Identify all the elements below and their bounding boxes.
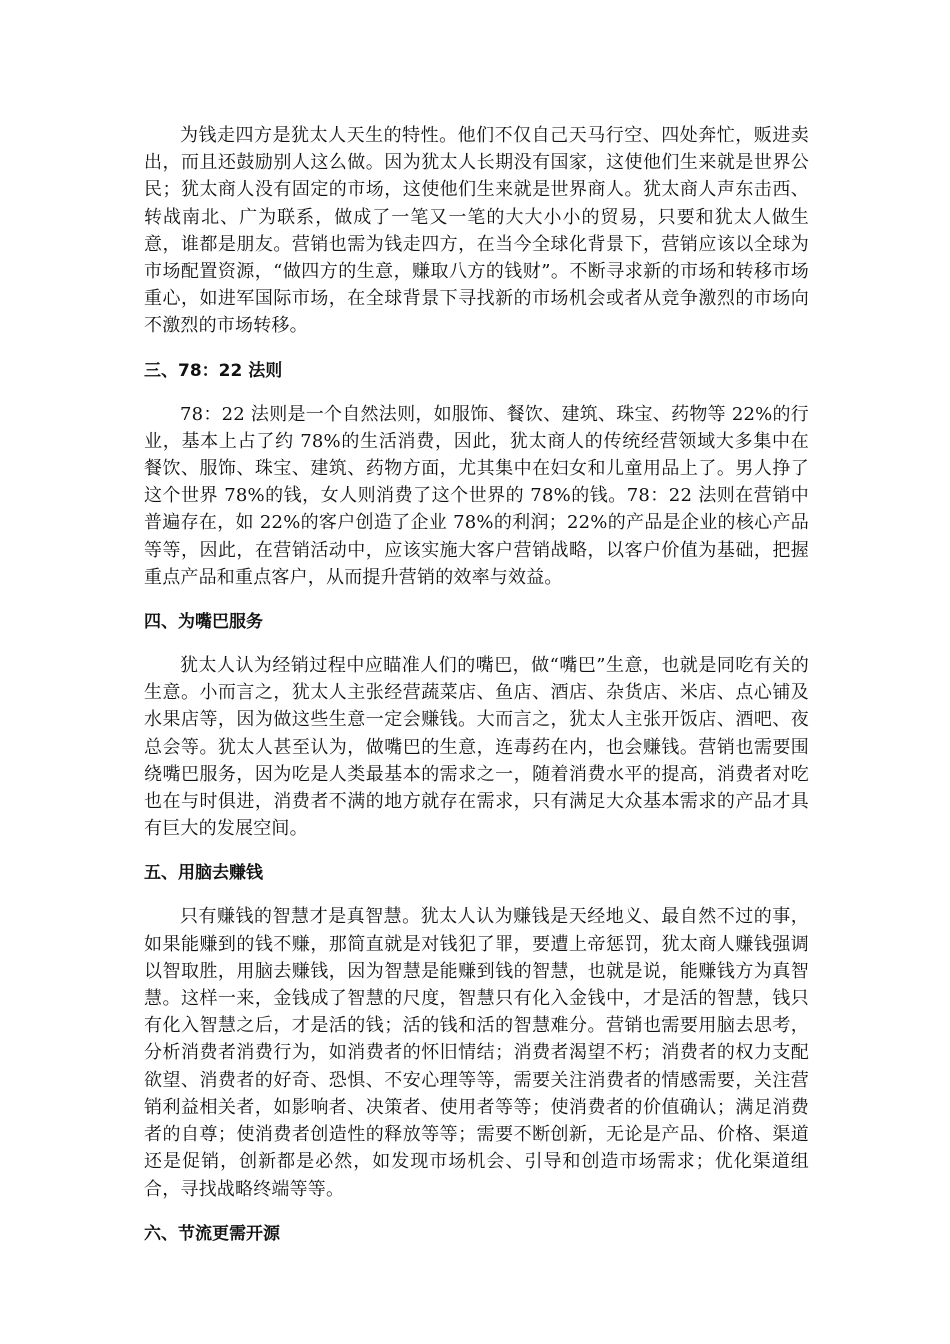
spacer [144, 635, 809, 652]
section-heading-78-22-rule: 三、78：22 法则 [144, 360, 283, 381]
spacer [144, 1203, 809, 1221]
spacer [144, 886, 809, 903]
section-heading-earn-with-brain: 五、用脑去赚钱 [144, 863, 263, 884]
paragraph-earn-with-brain: 只有赚钱的智慧才是真智慧。犹太人认为赚钱是天经地义、最自然不过的事，如果能赚到的钱不赚，那简直就是对钱犯了罪，要遭上帝惩罚，犹太商人赚钱强调以智取胜，用脑去赚钱，因为智慧是能赚到钱的智慧，也就是说，能赚钱方为真智慧。这样一来，金钱成了智慧的尺度，智慧只有化入金钱中，才是活的智慧，钱只有化入智慧之后，才是活的钱；活的钱和活的智慧难分。营销也需要用脑去思考，分析消费者消费行为，如消费者的怀旧情结；消费者渴望不朽；消费者的权力支配欲望、消费者的好奇、恐惧、不安心理等等，需要关注消费者的情感需要，关注营销利益相关者，如影响者、决策者、使用者等等；使消费者的价值确认；满足消费者的自尊；使消费者创造性的释放等等；需要不断创新，无论是产品、价格、渠道还是促销，创新都是必然，如发现市场机会、引导和创造市场需求；优化渠道组合，寻找战略终端等等。 [144, 906, 809, 1200]
spacer [144, 591, 809, 609]
paragraph-serve-mouth: 犹太人认为经销过程中应瞄准人们的嘴巴，做“嘴巴”生意，也就是同吃有关的生意。小而言之，犹太人主张经营蔬菜店、鱼店、酒店、杂货店、米店、点心铺及水果店等，因为做这些生意一定会赚钱。大而言之，犹太人主张开饭店、酒吧、夜总会等。犹太人甚至认为，做嘴巴的生意，连毒药在内，也会赚钱。营销也需要围绕嘴巴服务，因为吃是人类最基本的需求之一，随着消费水平的提高，消费者对吃也在与时俱进，消费者不满的地方就存在需求，只有满足大众基本需求的产品才具有巨大的发展空间。 [144, 655, 809, 840]
spacer [144, 842, 809, 860]
document-body [144, 122, 809, 1247]
spacer [144, 340, 809, 358]
section-heading-serve-mouth: 四、为嘴巴服务 [144, 612, 263, 633]
paragraph-78-22-rule: 78：22 法则是一个自然法则，如服饰、餐饮、建筑、珠宝、药物等 22%的行业，基本上占了约 78%的生活消费，因此，犹太商人的传统经营领域大多集中在餐饮、服饰、珠宝、建筑、药物方面，尤其集中在妇女和儿童用品上了。男人挣了这个世界 78%的钱，女人则消费了这个世界的 78%的钱。78：22 法则在营销中普遍存在，如 22%的客户创造了企业 78%的利润；22%的产品是企业的核心产品等等，因此，在营销活动中，应该实施大客户营销战略，以客户价值为基础，把握重点产品和重点客户，从而提升营销的效率与效益。 [144, 403, 809, 588]
spacer [144, 384, 809, 401]
paragraph-travel-for-money: 为钱走四方是犹太人天生的特性。他们不仅自己天马行空、四处奔忙，贩进卖出，而且还鼓励别人这么做。因为犹太人长期没有国家，这使他们生来就是世界公民；犹太商人没有固定的市场，这使他们生来就是世界商人。犹太商人声东击西、转战南北、广为联系，做成了一笔又一笔的大大小小的贸易，只要和犹太人做生意，谁都是朋友。营销也需为钱走四方，在当今全球化背景下，营销应该以全球为市场配置资源，“做四方的生意，赚取八方的钱财”。不断寻求新的市场和转移市场重心，如进军国际市场，在全球背景下寻找新的市场机会或者从竞争激烈的市场向不激烈的市场转移。 [144, 125, 809, 337]
section-heading-open-source: 六、节流更需开源 [144, 1223, 280, 1244]
